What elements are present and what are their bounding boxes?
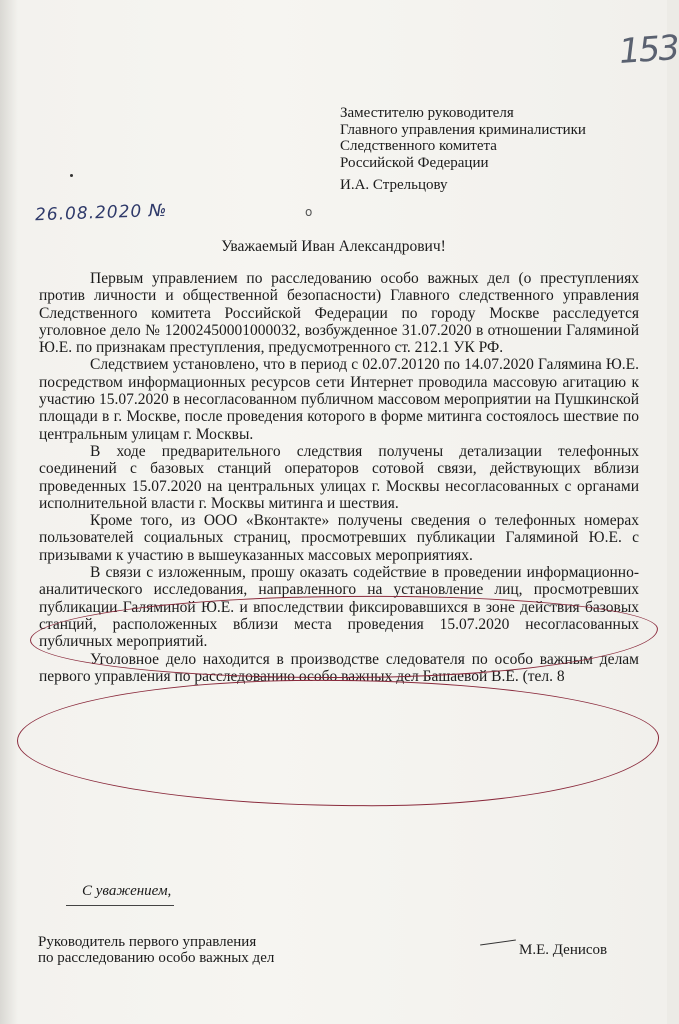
addressee-line: Следственного комитета <box>340 138 497 154</box>
highlight-oval <box>17 678 660 808</box>
ink-speck <box>70 174 73 177</box>
signer-name: М.Е. Денисов <box>519 942 608 958</box>
signer-title-line: по расследованию особо важных дел <box>38 950 275 966</box>
paragraph: Первым управлением по расследованию особо важных дел (о преступлениях против личности и общественной безопасности) Главного следственного управления Следственного комитета Российской Федерации по городу Москве расследуется уголовное дело № 12002450001000032, возбужденное 31.07.2020 в отношении Галяминой Ю.Е. по признакам преступления, предусмотренного ст. 212.1 УК РФ. <box>39 270 639 357</box>
paragraph-highlighted: Кроме того, из ООО «Вконтакте» получены сведения о телефонных номерах пользователей социальных страниц, просмотревших публикации Галяминой Ю.Е. с призывами к участию в вышеуказанных массовых мероприятиях. <box>39 512 639 564</box>
signer-title <box>38 934 274 966</box>
addressee-line: Главного управления криминалистики <box>340 121 586 138</box>
addressee-line: Заместителю руководителя <box>340 105 514 121</box>
closing: С уважением, <box>82 883 172 899</box>
signer-title-line: Руководитель первого управления <box>38 934 257 950</box>
handwritten-date: 26.08.2020 № <box>34 200 168 226</box>
recipient-name: И.А. Стрельцову <box>340 177 448 193</box>
salutation: Уважаемый Иван Александрович! <box>221 238 446 255</box>
paragraph: В ходе предварительного следствия получены детализации телефонных соединений с базовых станций операторов сотовой связи, действующих вблизи проведенных 15.07.2020 на центральных улицах г. Москвы несогласованных с органами исполнительной власти г. Москвы митинга и шествия. <box>39 442 639 512</box>
paragraph-highlighted: В связи с изложенным, прошу оказать содействие в проведении информационно-аналитического исследования, направленного на установление лиц, просмотревших публикации Галяминой Ю.Е. и впоследствии фиксировавшихся в зоне действия базовых станций, расположенных вблизи места проведения 15.07.2020 несогласованных публичных мероприятий. <box>39 564 639 651</box>
page-number: 153 <box>617 27 679 73</box>
signature-stroke <box>480 939 516 945</box>
paragraph: Следствием установлено, что в период с 02.07.20120 по 14.07.2020 Галямина Ю.Е. посредством информационных ресурсов сети Интернет проводила массовую агитацию к участию 15.07.2020 в несогласованном публичном массовом мероприятии на Пушкинской площади в г. Москве, после проведения которого в форме митинга состоялось шествие по центральным улицам г. Москвы. <box>39 356 639 443</box>
closing-underline <box>66 905 174 906</box>
addressee-block <box>340 105 640 171</box>
handwritten-mark: о <box>305 205 313 219</box>
addressee-line: Российской Федерации <box>340 154 489 171</box>
paragraph: Уголовное дело находится в производстве следователя по особо важным делам первого управления по расследованию особо важных дел Башаевой В.Е. (тел. 8 <box>39 650 639 685</box>
